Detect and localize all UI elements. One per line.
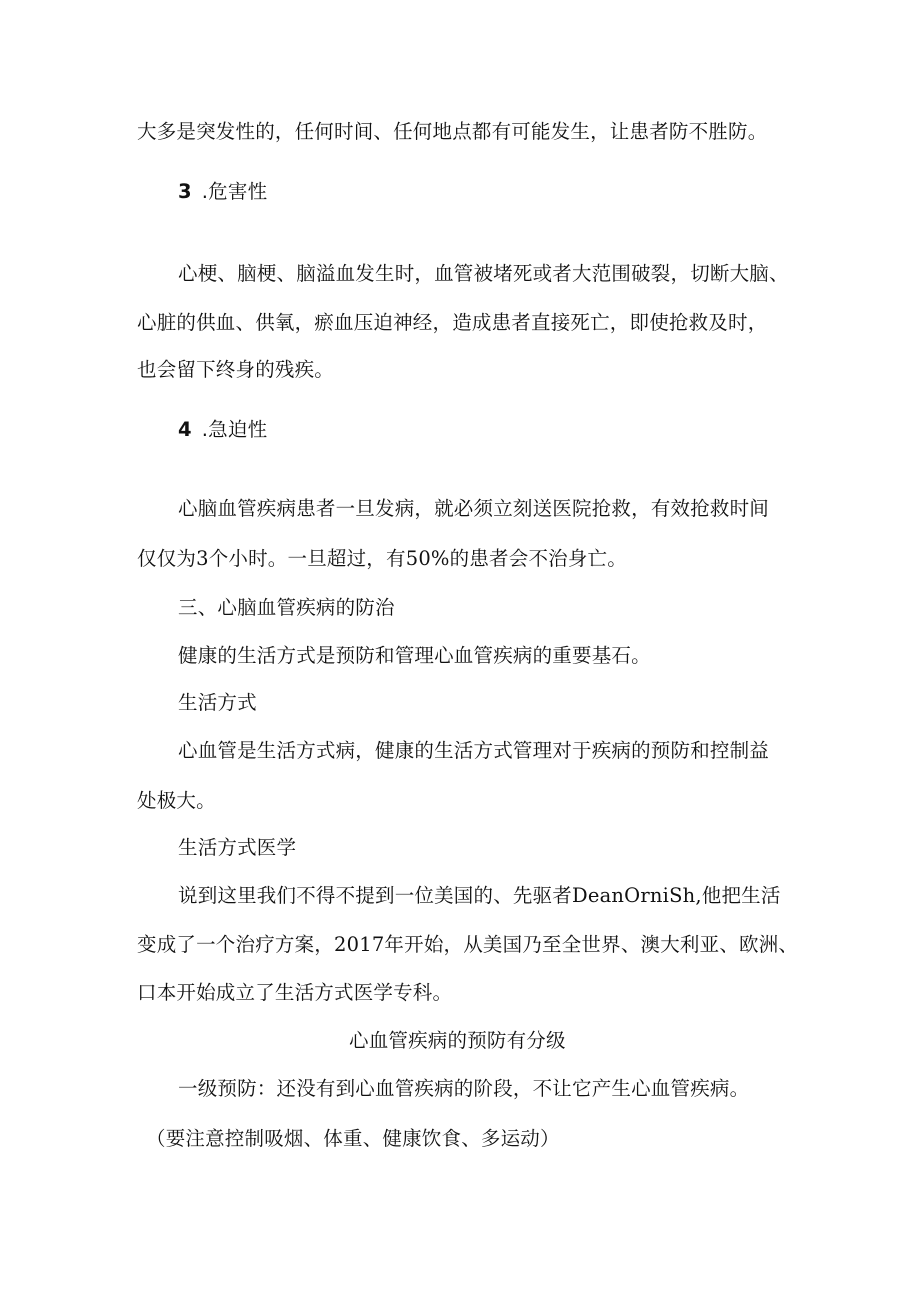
paragraph-line: （要注意控制吸烟、体重、健康饮食、多运动） (146, 1127, 560, 1150)
paragraph-line: 说到这里我们不得不提到一位美国的、先驱者DeanOrniSh,他把生活 (178, 884, 781, 907)
paragraph-line: 大多是突发性的，任何时间、任何地点都有可能发生，让患者防不胜防。 (137, 120, 768, 143)
paragraph-line: 健康的生活方式是预防和管理心血管疾病的重要基石。 (178, 644, 651, 667)
section-4-number: 4 (178, 418, 192, 441)
paragraph-line: 一级预防：还没有到心血管疾病的阶段，不让它产生心血管疾病。 (178, 1077, 750, 1100)
paragraph-line: 也会留下终身的残疾。 (137, 358, 335, 381)
paragraph-line: 心脏的供血、供氧，瘀血压迫神经，造成患者直接死亡，即使抢救及时， (137, 311, 768, 334)
centered-heading: 心血管疾病的预防有分级 (349, 1029, 566, 1052)
paragraph-line: 心梗、脑梗、脑溢血发生时，血管被堵死或者大范围破裂，切断大脑、 (178, 262, 789, 285)
paragraph-line: 心血管是生活方式病，健康的生活方式管理对于疾病的预防和控制益 (178, 739, 770, 762)
section-3-heading (178, 179, 267, 205)
paragraph-line: 处极大。 (137, 789, 216, 812)
section-3-number: 3 (178, 180, 192, 203)
paragraph-line: 口本开始成立了生活方式医学专科。 (137, 981, 453, 1004)
section-4-heading (178, 417, 267, 443)
subheading-lifestyle-medicine: 生活方式医学 (178, 836, 297, 859)
paragraph-line: 仅仅为3个小时。一旦超过，有50%的患者会不治身亡。 (137, 547, 627, 570)
section-3-title: .危害性 (201, 180, 268, 203)
part-3-heading: 三、心脑血管疾病的防治 (178, 596, 395, 619)
paragraph-line: 变成了一个治疗方案，2017年开始，从美国乃至全世界、澳大利亚、欧洲、 (137, 933, 799, 956)
section-4-title: .急迫性 (201, 418, 268, 441)
paragraph-line: 心脑血管疾病患者一旦发病，就必须立刻送医院抢救，有效抢救时间 (178, 497, 770, 520)
subheading-lifestyle: 生活方式 (178, 691, 257, 714)
